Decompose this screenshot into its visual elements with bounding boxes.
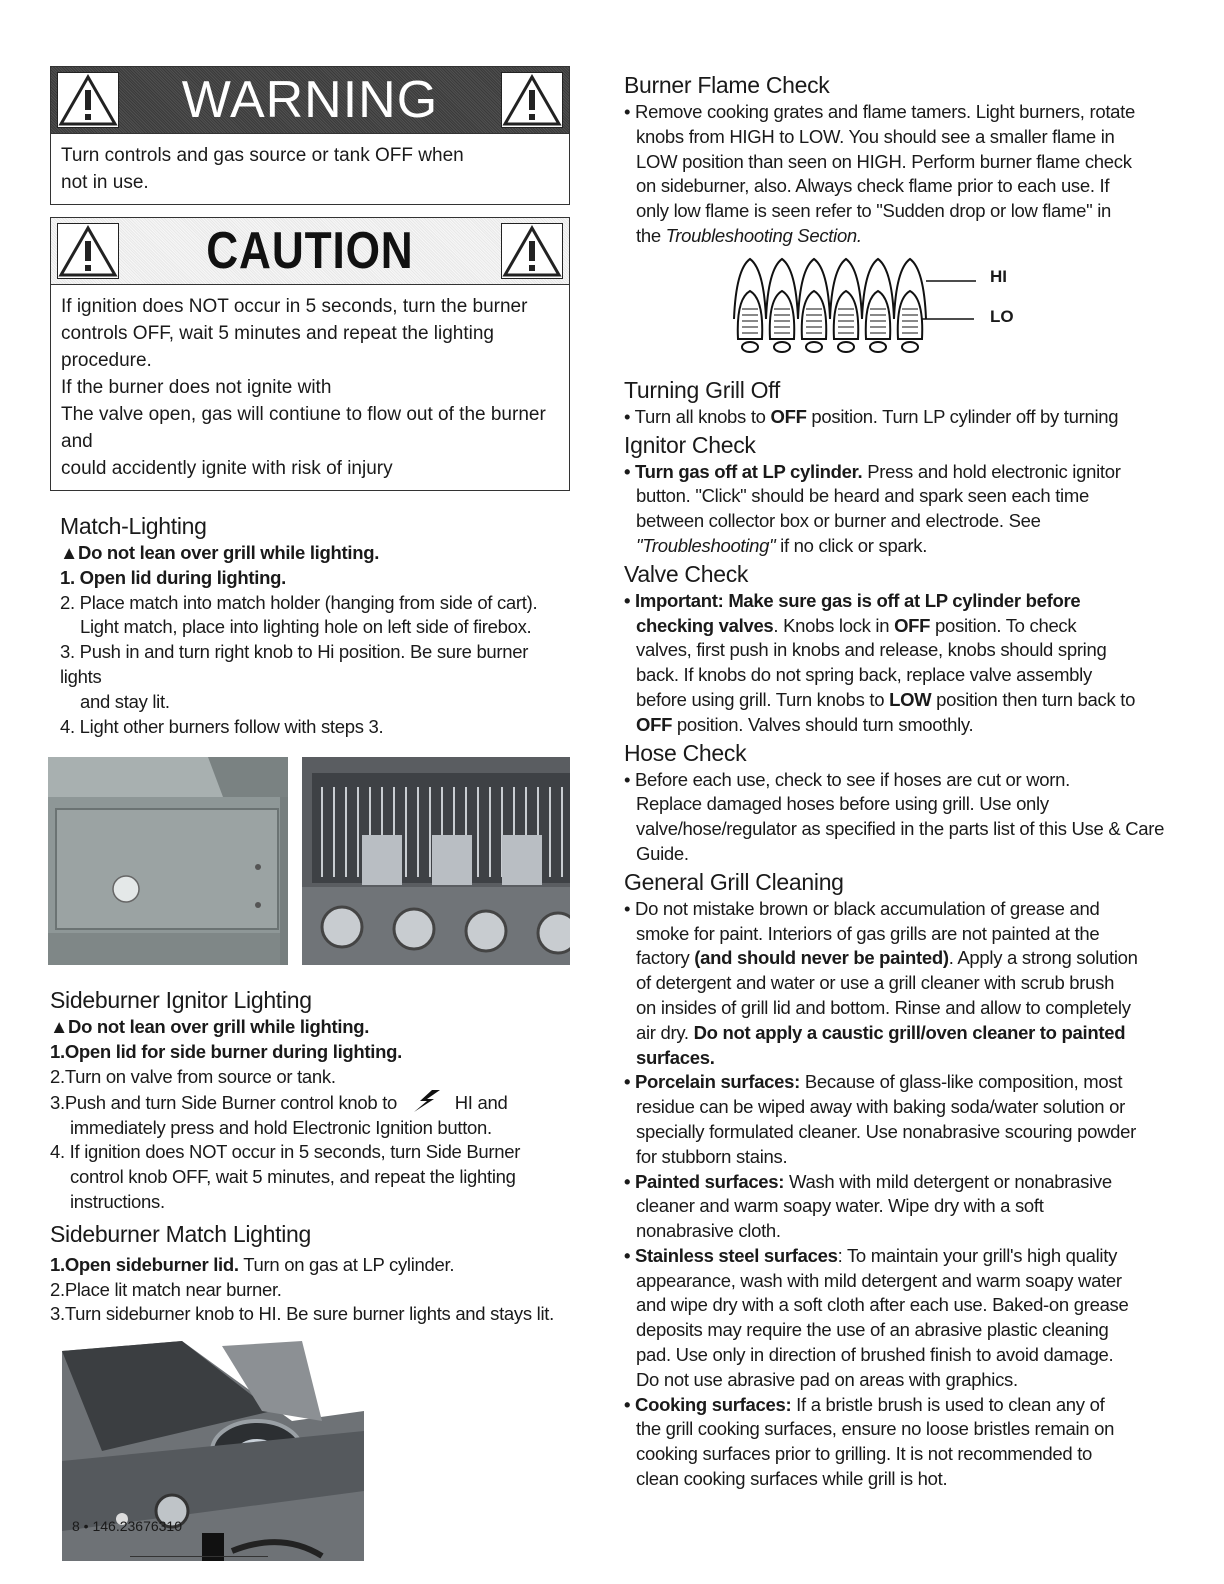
general-cleaning-line — [624, 1021, 1184, 1046]
sideburner-ignitor-step3-text: 3.Push and turn Side Burner control knob to — [50, 1091, 398, 1113]
stainless-line: pad. Use only in direction of brushed finish to avoid damage. — [636, 1344, 1114, 1366]
stainless-line: Do not use abrasive pad on areas with graphics. — [636, 1368, 1018, 1390]
warning-text-block — [51, 134, 501, 204]
general-cleaning-section — [624, 867, 1184, 1492]
valve-check-line5b: position then turn back to — [931, 688, 1136, 710]
general-cleaning-l3b: (and should never be painted) — [694, 947, 949, 969]
general-cleaning-l3a: factory — [636, 947, 695, 969]
valve-check-line5a: before using grill. Turn knobs to — [636, 688, 890, 710]
sideburner-match-heading: Sideburner Match Lighting — [50, 1220, 311, 1247]
sideburner-ignitor-step: control knob OFF, wait 5 minutes, and repeat the lighting — [70, 1166, 516, 1188]
sideburner-ignitor-step: instructions. — [70, 1190, 165, 1212]
porcelain-line: specially formulated cleaner. Use nonabrasive scouring powder — [636, 1120, 1136, 1142]
hose-check-section — [624, 738, 1184, 867]
ignitor-check-bold: • Turn gas off at LP cylinder. — [624, 460, 863, 482]
sideburner-ignitor-step: immediately press and hold Electronic Ignition button. — [70, 1116, 492, 1138]
match-lighting-step: 2. Place match into match holder (hanging from side of cart). — [60, 591, 538, 613]
cooking-line: cooking surfaces prior to grilling. It is not recommended to — [636, 1443, 1093, 1465]
warning-text: Turn controls and gas source or tank OFF when not in use. — [61, 145, 464, 193]
cooking-line — [624, 1393, 1184, 1418]
valve-check-section — [624, 559, 1184, 738]
sideburner-ignitor-step: 2.Turn on valve from source or tank. — [50, 1065, 336, 1087]
flame-diagram — [624, 249, 1044, 367]
sideburner-match-section — [50, 1219, 570, 1561]
painted-line: nonabrasive cloth. — [636, 1220, 781, 1242]
valve-check-low: LOW — [889, 688, 932, 710]
ignitor-check-heading: Ignitor Check — [624, 431, 756, 458]
sideburner-ignitor-section — [50, 985, 570, 1214]
burner-flame-check-prefix: the — [636, 224, 666, 246]
turning-grill-off-heading: Turning Grill Off — [624, 376, 780, 403]
general-cleaning-l6b: Do not apply a caustic grill/oven cleaner to painted — [693, 1021, 1126, 1043]
valve-check-line — [624, 614, 1184, 639]
general-cleaning-line — [624, 946, 1184, 971]
stainless-rest: : To maintain your grill's high quality — [837, 1244, 1118, 1266]
left-column — [50, 66, 570, 1561]
sideburner-match-step: 2.Place lit match near burner. — [50, 1278, 282, 1300]
ignitor-check-line — [624, 534, 1184, 559]
valve-check-line: • Important: Make sure gas is off at LP cylinder before — [624, 589, 1081, 611]
match-lighting-heading: Match-Lighting — [60, 513, 207, 539]
porcelain-rest: Because of glass-like composition, most — [800, 1071, 1123, 1093]
ignitor-check-section — [624, 430, 1184, 559]
general-cleaning-line: smoke for paint. Interiors of gas grills are not painted at the — [636, 922, 1100, 944]
spark-icon — [410, 1090, 446, 1112]
stainless-line: deposits may require the use of an abrasive plastic cleaning — [636, 1319, 1109, 1341]
valve-check-line6-rest: position. Valves should turn smoothly. — [672, 713, 974, 735]
general-cleaning-l3c: . Apply a strong solution — [948, 947, 1138, 969]
sideburner-match-step — [50, 1253, 570, 1278]
porcelain-line: residue can be wiped away with baking soda/water solution or — [636, 1096, 1125, 1118]
hose-check-line: Guide. — [636, 842, 689, 864]
caution-triangle-icon — [501, 223, 563, 279]
caution-line: controls OFF, wait 5 minutes and repeat the lighting procedure. — [61, 323, 495, 371]
match-lighting-note: ▲Do not lean over grill while lighting. — [60, 542, 380, 563]
page-footer: 8 • 146.23676310 — [72, 1518, 183, 1534]
sideburner-match-step1-bold: 1.Open sideburner lid. — [50, 1253, 239, 1275]
caution-header — [51, 218, 569, 285]
sideburner-ignitor-step: 4. If ignition does NOT occur in 5 seconds, turn Side Burner — [50, 1141, 521, 1163]
match-lighting-step: 3. Push in and turn right knob to Hi position. Be sure burner lights — [60, 641, 529, 687]
troubleshooting-ref: "Troubleshooting" — [636, 534, 776, 556]
caution-title: CAUTION — [206, 222, 414, 280]
valve-check-line — [624, 713, 1184, 738]
valve-check-line: back. If knobs do not spring back, replace valve assembly — [636, 664, 1092, 686]
sideburner-ignitor-note: ▲Do not lean over grill while lighting. — [50, 1016, 370, 1038]
general-cleaning-line: • Do not mistake brown or black accumulation of grease and — [624, 897, 1100, 919]
burner-flame-check-line: LOW position than seen on HIGH. Perform burner flame check — [636, 150, 1132, 172]
valve-check-bold2: checking valves — [636, 614, 774, 636]
stainless-line — [624, 1244, 1184, 1269]
burner-flame-check-line — [624, 224, 1184, 249]
ignitor-check-line4-rest: if no click or spark. — [775, 534, 928, 556]
sideburner-ignitor-heading: Sideburner Ignitor Lighting — [50, 987, 312, 1014]
turning-grill-off-section — [624, 375, 1184, 430]
painted-line: cleaner and warm soapy water. Wipe dry with a soft — [636, 1195, 1044, 1217]
hose-check-line: • Before each use, check to see if hoses are cut or worn. — [624, 768, 1070, 790]
caution-box — [50, 217, 570, 491]
general-cleaning-line: of detergent and water or use a grill cleaner with scrub brush — [636, 972, 1115, 994]
sideburner-ignitor-step — [50, 1090, 570, 1116]
burner-flame-check-line: on sideburner, also. Always check flame prior to each use. If — [636, 175, 1110, 197]
valve-check-heading: Valve Check — [624, 560, 749, 587]
burner-flame-check-line: • Remove cooking grates and flame tamers. Light burners, rotate — [624, 101, 1135, 122]
porcelain-line: for stubborn stains. — [636, 1145, 788, 1167]
match-lighting-step: 1. Open lid during lighting. — [60, 566, 286, 588]
warning-triangle-icon — [501, 72, 563, 128]
cooking-rest: If a bristle brush is used to clean any of — [791, 1393, 1105, 1415]
cooking-line: clean cooking surfaces while grill is hot. — [636, 1468, 948, 1490]
ignitor-check-line: button. "Click" should be heard and spark seen each time — [636, 485, 1089, 507]
burner-flame-check-line: knobs from HIGH to LOW. You should see a smaller flame in — [636, 125, 1115, 147]
general-cleaning-line: on insides of grill lid and bottom. Rinse and allow to completely — [636, 996, 1131, 1018]
hose-check-line: valve/hose/regulator as specified in the parts list of this Use & Care — [636, 818, 1165, 840]
caution-line: If ignition does NOT occur in 5 seconds, turn the burner — [61, 296, 528, 317]
painted-line — [624, 1170, 1184, 1195]
valve-check-line: valves, first push in knobs and release, knobs should spring — [636, 639, 1107, 661]
ignitor-check-line: between collector box or burner and electrode. See — [636, 510, 1041, 532]
general-cleaning-line: surfaces. — [636, 1046, 715, 1068]
turning-grill-off-off: OFF — [770, 405, 807, 427]
stainless-line: and wipe dry with a soft cloth after each use. Baked-on grease — [636, 1294, 1129, 1316]
match-lighting-section — [50, 511, 570, 965]
porcelain-bold: • Porcelain surfaces: — [624, 1071, 801, 1093]
painted-rest: Wash with mild detergent or nonabrasive — [784, 1170, 1112, 1192]
match-lighting-step: Light match, place into lighting hole on left side of firebox. — [80, 616, 532, 638]
ignitor-check-rest: Press and hold electronic ignitor — [862, 460, 1121, 482]
troubleshooting-section-ref: Troubleshooting Section. — [665, 224, 862, 246]
caution-triangle-icon — [57, 223, 119, 279]
warning-box — [50, 66, 570, 205]
burner-flame-check-section — [624, 70, 1184, 367]
warning-triangle-icon — [57, 72, 119, 128]
general-cleaning-l6a: air dry. — [636, 1021, 694, 1043]
sideburner-match-step1-rest: Turn on gas at LP cylinder. — [238, 1253, 455, 1275]
warning-title: WARNING — [181, 71, 439, 129]
grill-side-photo — [48, 757, 288, 965]
cooking-bold: • Cooking surfaces: — [624, 1393, 792, 1415]
valve-check-line6-off: OFF — [636, 713, 673, 735]
general-cleaning-heading: General Grill Cleaning — [624, 868, 844, 895]
burner-flame-check-heading: Burner Flame Check — [624, 72, 830, 98]
valve-check-line — [624, 688, 1184, 713]
turning-grill-off-pre: • Turn all knobs to — [624, 405, 771, 427]
right-column — [624, 70, 1184, 1492]
stainless-line: appearance, wash with mild detergent and warm soapy water — [636, 1269, 1122, 1291]
sideburner-ignitor-hi-text: HI and — [454, 1091, 508, 1113]
caution-line: could accidently ignite with risk of injury — [61, 458, 393, 479]
grill-top-photo — [302, 757, 570, 965]
sideburner-match-step: 3.Turn sideburner knob to HI. Be sure burner lights and stays lit. — [50, 1303, 554, 1325]
turning-grill-off-text — [624, 405, 1184, 430]
match-lighting-photos — [48, 757, 570, 965]
hose-check-heading: Hose Check — [624, 739, 747, 766]
hi-label: HI — [990, 266, 1007, 286]
caution-line: If the burner does not ignite with — [61, 377, 332, 398]
valve-check-rest2a: . Knobs lock in — [773, 614, 895, 636]
sideburner-ignitor-step: 1.Open lid for side burner during lighting. — [50, 1041, 402, 1063]
match-lighting-step: 4. Light other burners follow with steps 3. — [60, 715, 384, 737]
caution-line: The valve open, gas will contiune to flow out of the burner and — [61, 404, 546, 452]
match-lighting-step: and stay lit. — [80, 690, 170, 712]
burner-flame-check-line: only low flame is seen refer to "Sudden drop or low flame" in — [636, 200, 1112, 222]
porcelain-line — [624, 1070, 1184, 1095]
ignitor-check-line — [624, 460, 1184, 485]
stainless-bold: • Stainless steel surfaces — [624, 1244, 838, 1266]
turning-grill-off-post: position. Turn LP cylinder off by turning — [806, 405, 1119, 427]
footer-divider — [130, 1556, 268, 1557]
caution-text-block — [51, 285, 569, 490]
warning-header — [51, 67, 569, 134]
lo-label: LO — [990, 306, 1014, 326]
valve-check-off: OFF — [894, 614, 931, 636]
hose-check-line: Replace damaged hoses before using grill. Use only — [636, 793, 1049, 815]
painted-bold: • Painted surfaces: — [624, 1170, 785, 1192]
cooking-line: the grill cooking surfaces, ensure no loose bristles remain on — [636, 1418, 1115, 1440]
valve-check-rest2b: position. To check — [930, 614, 1077, 636]
